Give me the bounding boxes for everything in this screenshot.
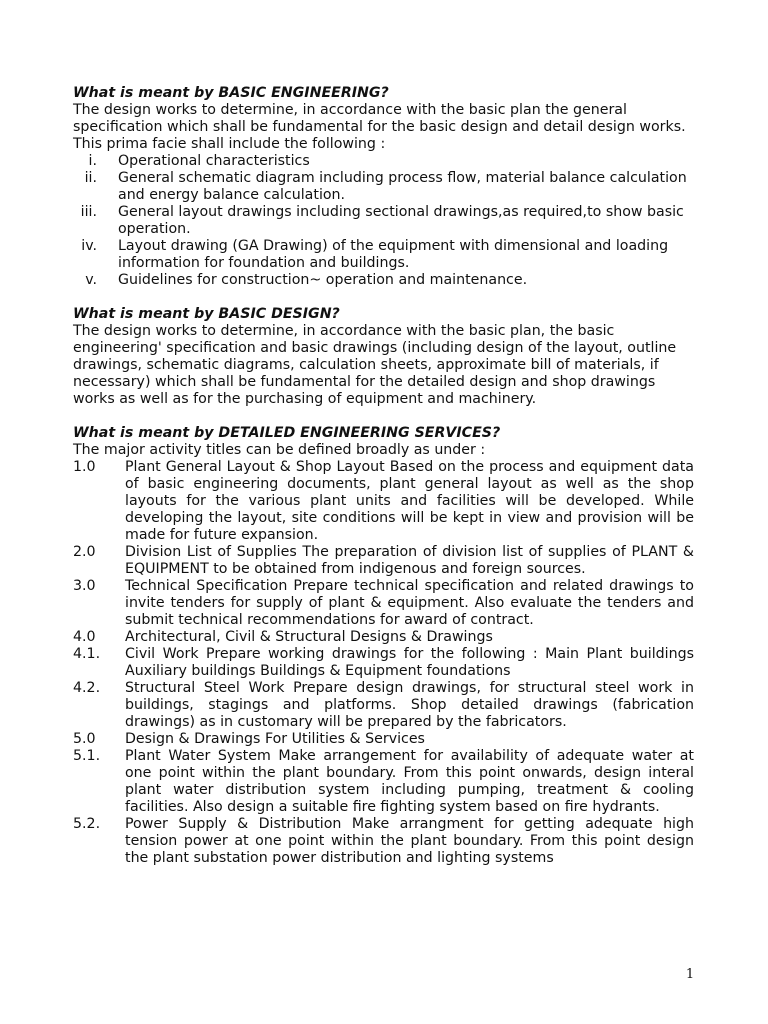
- heading-detailed-engineering: What is meant by DETAILED ENGINEERING SERVICES?: [73, 425, 501, 441]
- list-number: 4.0: [73, 629, 96, 645]
- spacer: [73, 408, 694, 425]
- list-text: Design & Drawings For Utilities & Services: [125, 731, 425, 747]
- paragraph: The design works to determine, in accordance with the basic plan, the basic engineering' specification and basic drawings (including design of the layout, outline drawings, schematic diagrams, calculation sheets, approximate bill of materials, if necessary) which shall be fundamental for the detailed design and shop drawings works as well as for the purchasing of equipment and machinery.: [73, 323, 677, 407]
- list-item: [73, 731, 694, 748]
- list-text: Plant General Layout & Shop Layout Based on the process and equipment data of basic engineering documents, plant general layout as well as the shop layouts for the various plant units and facilities will be developed. While developing the layout, site conditions will be kept in view and provision will be made for future expansion.: [125, 459, 694, 543]
- list-number: v.: [85, 272, 97, 288]
- list-item: [73, 578, 694, 629]
- list-item: [73, 544, 694, 578]
- list-text: Power Supply & Distribution Make arrangment for getting adequate high tension power at one point within the plant boundary. From this point design the plant substation power distribution and lighting systems: [125, 816, 694, 866]
- list-number: ii.: [84, 170, 97, 186]
- list-item: [73, 153, 694, 170]
- list-item: [73, 748, 694, 816]
- spacer: [73, 289, 694, 306]
- list-text: General layout drawings including sectional drawings,as required,to show basic operation.: [118, 204, 684, 237]
- list-text: Layout drawing (GA Drawing) of the equipment with dimensional and loading information for foundation and buildings.: [118, 238, 669, 271]
- list-text: Civil Work Prepare working drawings for the following : Main Plant buildings Auxiliary buildings Buildings & Equipment foundations: [125, 646, 694, 679]
- list-number: i.: [88, 153, 97, 169]
- list-number: 4.2.: [73, 680, 101, 696]
- list-number: iii.: [80, 204, 97, 220]
- roman-list: [73, 153, 694, 289]
- numbered-list: [73, 459, 694, 867]
- list-text: Division List of Supplies The preparation of division list of supplies of PLANT & EQUIPMENT to be obtained from indigenous and foreign sources.: [125, 544, 694, 577]
- list-number: 1.0: [73, 459, 96, 475]
- list-item: [73, 204, 694, 238]
- heading-basic-design: What is meant by BASIC DESIGN?: [73, 306, 340, 322]
- list-number: 5.2.: [73, 816, 101, 832]
- list-number: 5.1.: [73, 748, 101, 764]
- page-number: 1: [685, 967, 695, 982]
- list-item: [73, 459, 694, 544]
- list-text: General schematic diagram including process flow, material balance calculation and energy balance calculation.: [118, 170, 687, 203]
- list-item: [73, 238, 694, 272]
- list-item: [73, 680, 694, 731]
- list-text: Structural Steel Work Prepare design drawings, for structural steel work in buildings, stagings and platforms. Shop detailed drawings (fabrication drawings) as in customary will be prepared by the fabricators.: [125, 680, 694, 730]
- list-number: 2.0: [73, 544, 96, 560]
- list-item: [73, 629, 694, 646]
- paragraph: The design works to determine, in accordance with the basic plan the general specification which shall be fundamental for the basic design and detail design works.: [73, 102, 686, 135]
- list-item: [73, 170, 694, 204]
- list-item: [73, 646, 694, 680]
- list-number: 5.0: [73, 731, 96, 747]
- document-page: [73, 85, 694, 867]
- list-text: Plant Water System Make arrangement for availability of adequate water at one point within the plant boundary. From this point onwards, design interal plant water distribution system including pumping, treatment & cooling facilities. Also design a suitable fire fighting system based on fire hydrants.: [125, 748, 694, 815]
- list-item: [73, 816, 694, 867]
- list-text: Operational characteristics: [118, 153, 310, 169]
- list-number: iv.: [81, 238, 97, 254]
- list-text: Guidelines for construction~ operation and maintenance.: [118, 272, 528, 288]
- paragraph: This prima facie shall include the following :: [73, 136, 386, 152]
- heading-basic-engineering: What is meant by BASIC ENGINEERING?: [73, 85, 389, 101]
- list-number: 4.1.: [73, 646, 101, 662]
- paragraph: The major activity titles can be defined broadly as under :: [73, 442, 486, 458]
- list-text: Technical Specification Prepare technical specification and related drawings to invite tenders for supply of plant & equipment. Also evaluate the tenders and submit technical recommendations for award of contract.: [125, 578, 694, 628]
- list-text: Architectural, Civil & Structural Designs & Drawings: [125, 629, 493, 645]
- list-item: [73, 272, 694, 289]
- list-number: 3.0: [73, 578, 96, 594]
